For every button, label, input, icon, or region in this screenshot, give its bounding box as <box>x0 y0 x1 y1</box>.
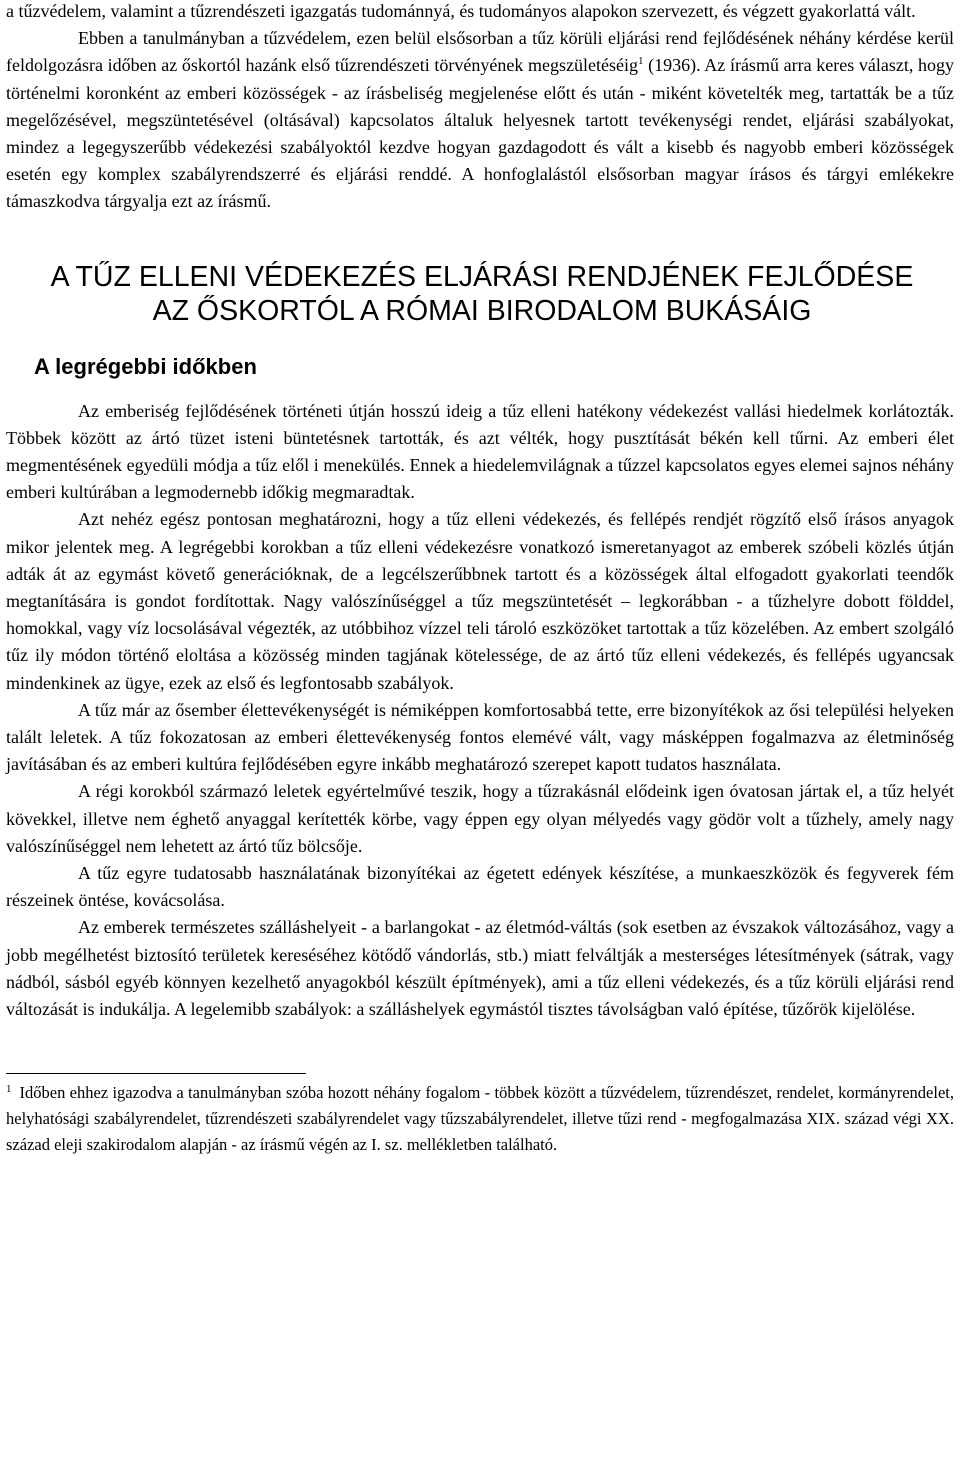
body-paragraph: Az emberiség fejlődésének történeti útján hosszú ideig a tűz elleni hatékony védekezést vallási hiedelmek korlátozták. Többek között az ártó tüzet isteni büntetésnek tartották, és azt vélték, hogy pusztítását békén kell tűrni. Az emberi élet megmentésének egyedüli módja a tűz elől i menekülés. Ennek a hiedelemvilágnak a tűzzel kapcsolatos egyes elemei sajnos néhány emberi kultúrában a legmodernebb időkig megmaradtak. <box>6 400 954 503</box>
section-title-line-2: AZ ŐSKORTÓL A RÓMAI BIRODALOM BUKÁSÁIG <box>152 294 812 327</box>
document-page <box>6 0 954 1158</box>
footnote-reference[interactable]: 1 <box>638 55 644 68</box>
intro-text-b: (1936). Az írásmű arra keres választ, hogy történelmi koronként az emberi közösségek - az írásbeliség megjelenése előtt és után - miként követelték meg, tartatták be a tűz megelőzésével, megszüntetésével (oltásával) kapcsolatos általuk helyesnek tartott tevékenységi rendet, eljárási szabályokat, mindez a legegyszerűbb védekezési szabályoktól kezdve hogyan gazdagodott és vált a kisebb és nagyobb emberi közösségek esetén egy komplex szabályrendszerré és eljárási renddé. A honfoglalástól elsősorban magyar írásos és tárgyi emlékekre támaszkodva tárgyalja ezt az írásmű. <box>6 55 954 212</box>
section-title-line-1: A TŰZ ELLENI VÉDEKEZÉS ELJÁRÁSI RENDJÉNEK FEJLŐDÉSE <box>50 260 914 293</box>
intro-paragraph-2 <box>6 25 954 215</box>
body-paragraph: A tűz már az ősember élettevékenységét is némiképpen komfortosabbá tette, erre bizonyítékok az ősi települési helyeken talált leletek. A tűz fokozatosan az emberi élettevékenység fontos elemévé vált, vagy másképpen fogalmazva az életminőség javításában és az emberi kultúra fejlődésében egyre inkább meghatározó szerepet kapott tudatos használata. <box>6 699 954 775</box>
footnote <box>6 1080 954 1157</box>
footnote-divider <box>6 1073 306 1074</box>
footnote-text: Időben ehhez igazodva a tanulmányban szóba hozott néhány fogalom - többek között a tűzvédelem, tűzrendészet, rendelet, kormányrendelet, helyhatósági szabályrendelet, tűzrendészeti szabályrendelet vagy tűzszabályrendelet, illetve tűzi rend - megfogalmazása XIX. század végi XX. század eleji szakirodalom alapján - az írásmű végén az I. sz. mellékletben található. <box>6 1083 954 1154</box>
section-title <box>6 260 954 328</box>
intro-paragraph-1: a tűzvédelem, valamint a tűzrendészeti igazgatás tudománnyá, és tudományos alapokon szervezett, és végzett gyakorlattá vált. <box>6 1 916 21</box>
body-paragraph: Az emberek természetes szálláshelyeit - a barlangokat - az életmód-váltás (sok esetben az évszakok változásához, vagy a jobb megélhetést biztosító területek kereséséhez kötődő vándorlás, stb.) miatt felváltják a mesterséges létesítmények (sátrak, vagy nádból, sásból egyéb könnyen kezelhető anyagokból készült építmények), ami a tűz elleni védekezés, és a tűz körüli eljárási rend változását is indukálja. A legelemibb szabályok: a szálláshelyek egymástól tisztes távolságban való építése, tűzőrök kijelölése. <box>6 917 954 1020</box>
footnote-marker: 1 <box>6 1083 12 1096</box>
body-paragraph: Azt nehéz egész pontosan meghatározni, hogy a tűz elleni védekezés, és fellépés rendjét rögzítő első írásos anyagok mikor jelentek meg. A legrégebbi korokban a tűz elleni védekezésre vonatkozó ismeretanyagot az emberek szóbeli közlés útján adták át az egymást követő generációknak, de a legcélszerűbbnek tartott és a közösségek által elfogadott gyakorlati teendők megtanítására is gondot fordítottak. Nagy valószínűséggel a tűz megszüntetését – legkorábban - a tűzhelyre dobott földdel, homokkal, vagy víz locsolásával végezték, az utóbbihoz vízzel teli tároló eszközöket tartottak a tűz közelében. Az embert szolgáló tűz ily módon történő eloltása a közösség minden tagjának kötelessége, de az ártó tűz elleni védekezés, és fellépés ugyancsak mindenkinek az ügye, ezek az első és legfontosabb szabályok. <box>6 509 954 693</box>
body-paragraph: A régi korokból származó leletek egyértelművé teszik, hogy a tűzrakásnál elődeink igen óvatosan jártak el, a tűz helyét kövekkel, illetve nem éghető anyaggal kerítették körbe, vagy éppen egy olyan mélyedés vagy gödör volt a tűzhely, amely nagy valószínűséggel nem lehetett az ártó tűz bölcsője. <box>6 781 954 856</box>
body-paragraph: A tűz egyre tudatosabb használatának bizonyítékai az égetett edények készítése, a munkaeszközök és fegyverek fém részeinek öntése, kovácsolása. <box>6 863 954 911</box>
subheading: A legrégebbi időkben <box>34 353 257 379</box>
intro-text-a: Ebben a tanulmányban a tűzvédelem, ezen belül elsősorban a tűz körüli eljárási rend fejlődésének néhány kérdése kerül feldolgozásra időben az őskortól hazánk első tűzrendészeti törvényének megszületéséig <box>6 28 954 76</box>
